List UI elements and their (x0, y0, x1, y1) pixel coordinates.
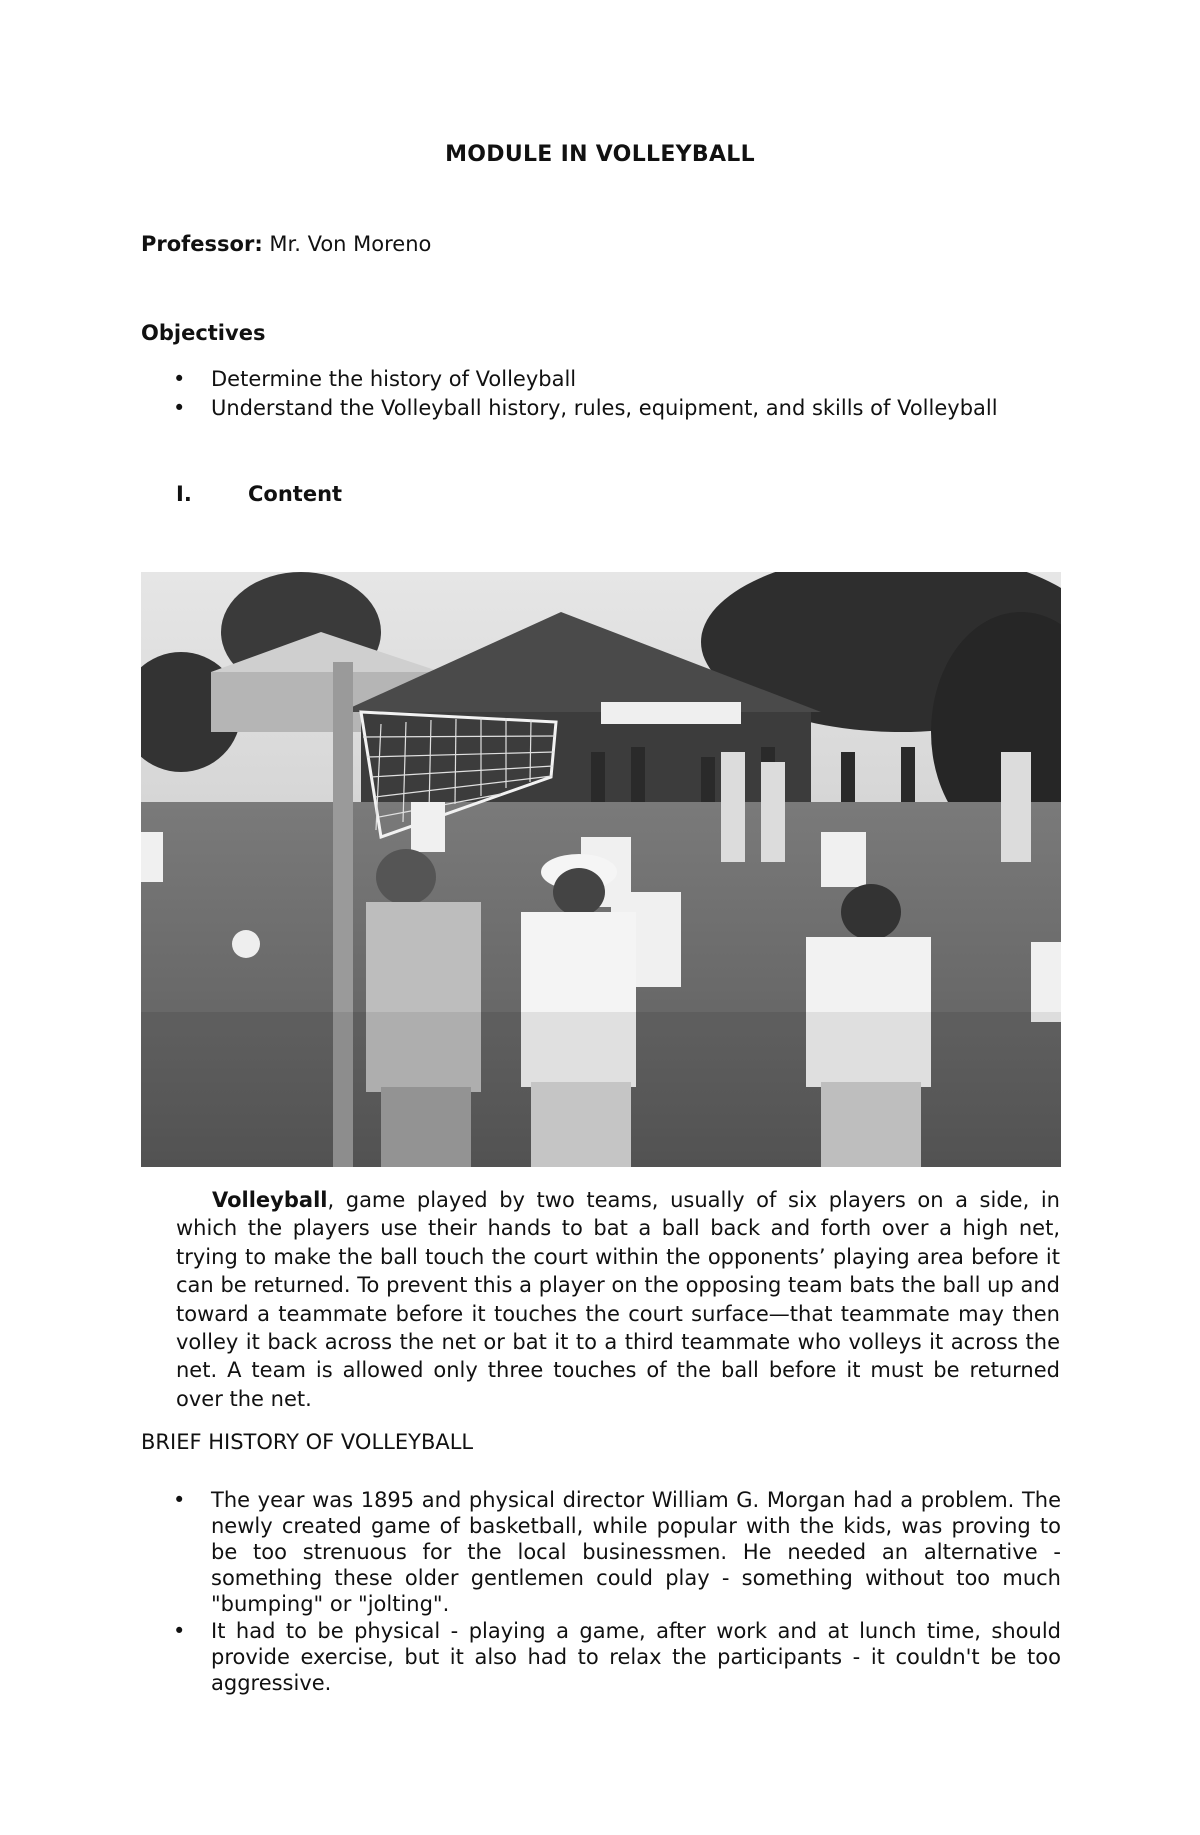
section-title: Content (248, 482, 343, 506)
bullet-icon: • (173, 367, 186, 391)
history-list (141, 1487, 1061, 1697)
section-heading (176, 482, 342, 506)
history-text: It had to be physical - playing a game, after work and at lunch time, should provide exercise, but it also had to relax the participants - it couldn't be too aggressive. (211, 1619, 1061, 1695)
history-heading: BRIEF HISTORY OF VOLLEYBALL (141, 1430, 474, 1454)
professor-label: Professor: (141, 232, 263, 256)
professor-line (141, 232, 431, 256)
list-item (141, 1487, 1061, 1617)
intro-lead-term: Volleyball (212, 1188, 328, 1212)
history-text: The year was 1895 and physical director William G. Morgan had a problem. The newly created game of basketball, while popular with the kids, was proving to be too strenuous for the local businessmen. He needed an alternative - something these older gentlemen could play - something without too much "bumping" or "jolting". (211, 1488, 1061, 1616)
section-number: I. (176, 482, 192, 506)
intro-paragraph (176, 1186, 1060, 1413)
professor-name: Mr. Von Moreno (269, 232, 432, 256)
bullet-icon: • (173, 1488, 186, 1512)
objective-text: Determine the history of Volleyball (211, 367, 577, 391)
intro-text: , game played by two teams, usually of six players on a side, in which the players use their hands to bat a ball back and forth over a high net, trying to make the ball touch the court within the opponents’ playing area before it can be returned. To prevent this a player on the opposing team bats the ball up and toward a teammate before it touches the court surface—that teammate may then volley it back across the net or bat it to a third teammate who volleys it across the net. A team is allowed only three touches of the ball before it must be returned over the net. (176, 1188, 1060, 1411)
volleyball-photo (141, 572, 1061, 1167)
objectives-list (141, 365, 998, 423)
bullet-icon: • (173, 1619, 186, 1643)
list-item (141, 394, 998, 423)
list-item (141, 1618, 1061, 1696)
list-item (141, 365, 998, 394)
objectives-heading: Objectives (141, 321, 266, 345)
document-title: MODULE IN VOLLEYBALL (445, 142, 755, 167)
volleyball-photo-illustration (141, 572, 1061, 1167)
bullet-icon: • (173, 396, 186, 420)
objective-text: Understand the Volleyball history, rules, equipment, and skills of Volleyball (211, 396, 998, 420)
